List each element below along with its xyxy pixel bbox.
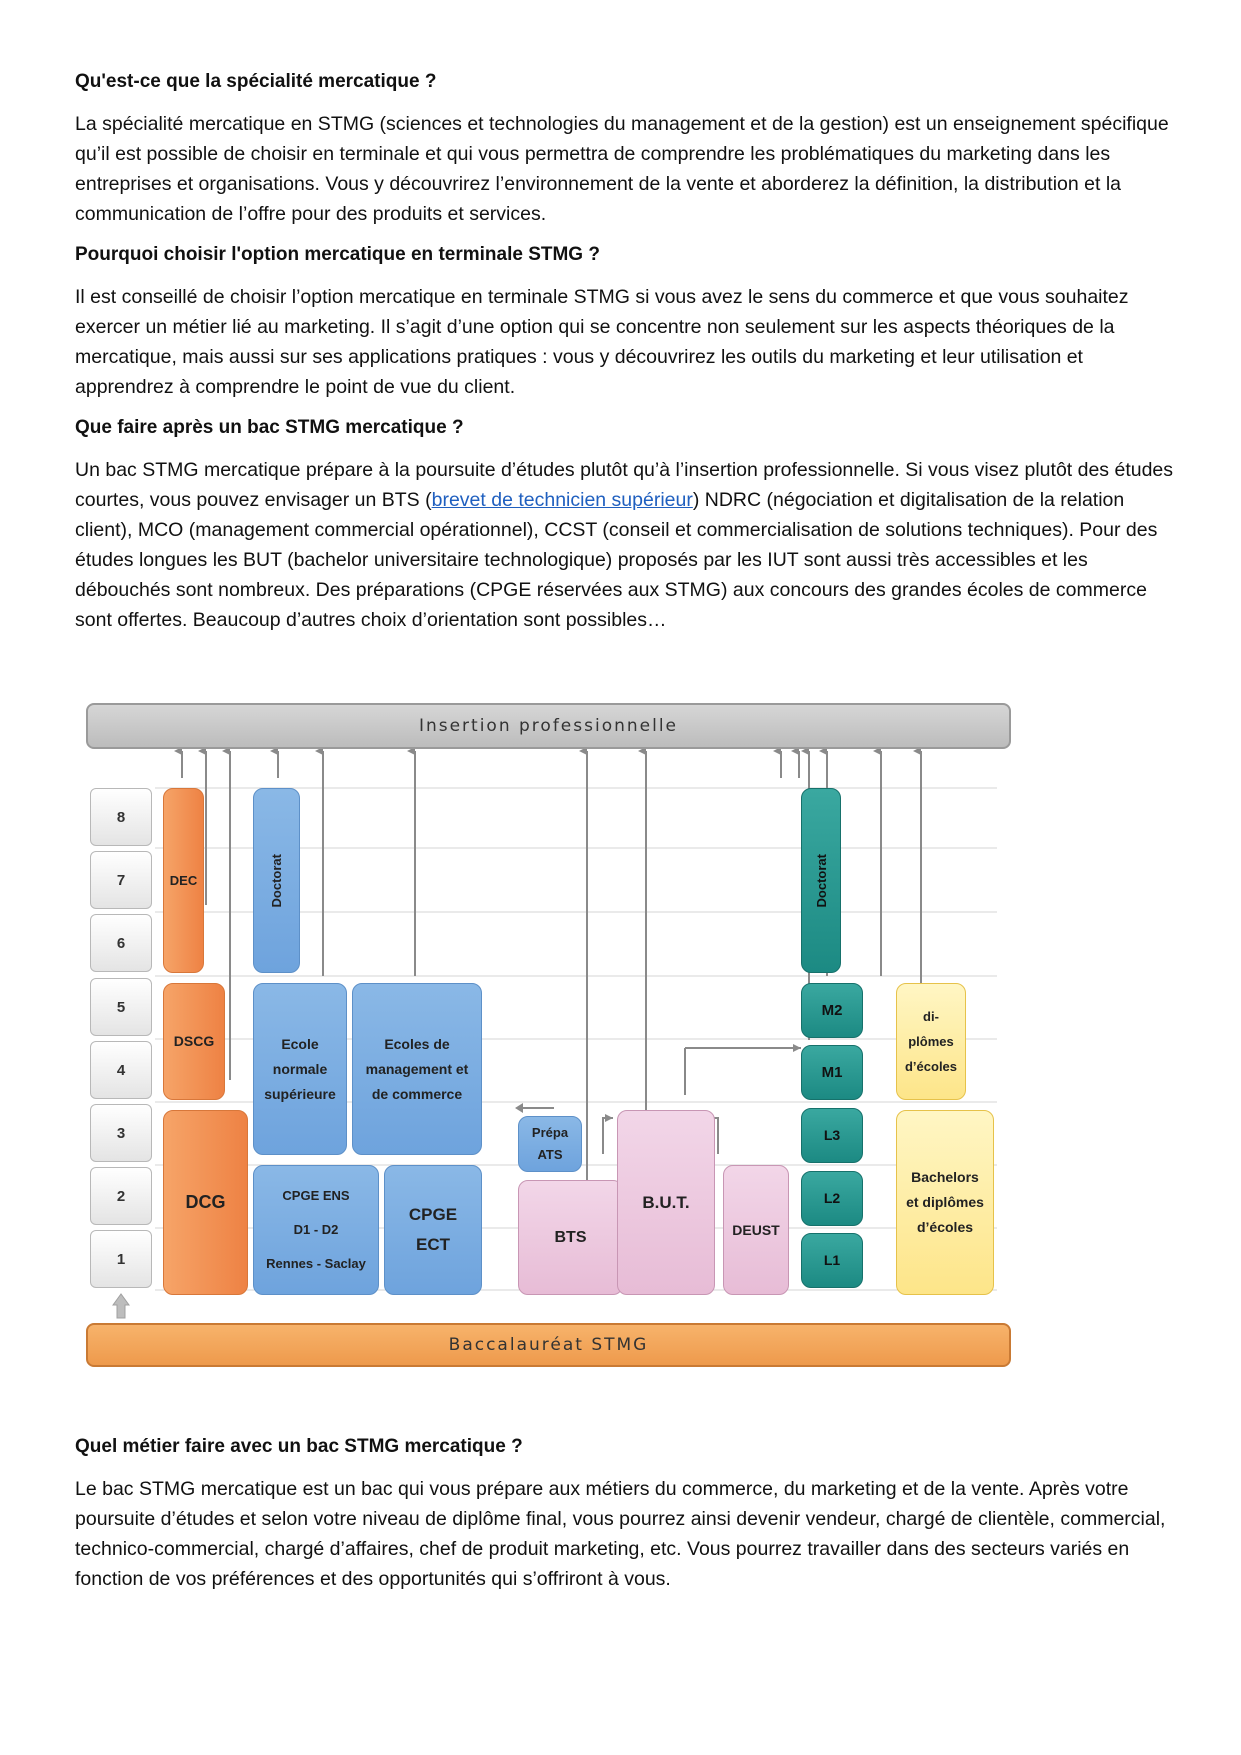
level-3: 3 bbox=[90, 1104, 152, 1162]
but-block: B.U.T. bbox=[617, 1110, 715, 1295]
paragraph-specialite: La spécialité mercatique en STMG (sciences et technologies du management et de la gestion) est un enseignement spécifique qu’il est possible de choisir en terminale et qui vous permettra de comprendre les problématiques du marketing dans les entreprises et organisations. Vous y découvrirez l’environnement de la vente et aborderez la définition, la distribution et la communication de l’offre pour des produits et services. bbox=[75, 113, 1169, 225]
cpge-ens-line1: CPGE ENS bbox=[282, 1188, 350, 1203]
article bbox=[75, 70, 1175, 649]
doctorat-right-block bbox=[801, 788, 841, 973]
l3-block: L3 bbox=[801, 1108, 863, 1163]
doctorat-left-label: Doctorat bbox=[269, 853, 284, 908]
m1-block: M1 bbox=[801, 1045, 863, 1100]
insertion-professionnelle-band: Insertion professionnelle bbox=[86, 703, 1011, 749]
m2-block: M2 bbox=[801, 983, 863, 1038]
deust-block: DEUST bbox=[723, 1165, 789, 1295]
baccalaureat-band: Baccalauréat STMG bbox=[86, 1323, 1011, 1367]
l1-block: L1 bbox=[801, 1233, 863, 1288]
cpge-ens-line2: D1 - D2 bbox=[293, 1222, 339, 1237]
paragraph-metier: Le bac STMG mercatique est un bac qui vous prépare aux métiers du commerce, du marketing et de la vente. Après votre poursuite d’études et selon votre niveau de diplôme final, vous pourrez ainsi devenir vendeur, chargé de clientèle, commercial, technico-commercial, chargé d’affaires, chef de produit marketing, etc. Vous pourrez travailler dans des secteurs variés en fonction de vos préférences et des opportunités qui s’offriront à vous. bbox=[75, 1478, 1166, 1590]
ecoles-commerce-block: Ecoles de management et de commerce bbox=[352, 983, 482, 1155]
dscg-block: DSCG bbox=[163, 983, 225, 1100]
bts-link[interactable]: brevet de technicien supérieur bbox=[431, 489, 693, 511]
level-5: 5 bbox=[90, 978, 152, 1036]
level-8: 8 bbox=[90, 788, 152, 846]
heading-apres-bac: Que faire après un bac STMG mercatique ? bbox=[75, 417, 464, 438]
level-6: 6 bbox=[90, 914, 152, 972]
l2-block: L2 bbox=[801, 1171, 863, 1226]
bachelors-block: Bachelors et diplômes d’écoles bbox=[896, 1110, 994, 1295]
paragraph-pourquoi: Il est conseillé de choisir l’option mercatique en terminale STMG si vous avez le sens du commerce et que vous souhaitez exercer un métier lié au marketing. Il s’agit d’une option qui se concentre non seulement sur les aspects théoriques de la mercatique, mais aussi sur ses applications pratiques : vous y découvrirez les outils du marketing et leur utilisation et apprendrez à comprendre le point de vue du client. bbox=[75, 286, 1129, 398]
prepa-ats-block: Prépa ATS bbox=[518, 1116, 582, 1172]
doctorat-left-block bbox=[253, 788, 300, 973]
cpge-ect-block: CPGE ECT bbox=[384, 1165, 482, 1295]
level-2: 2 bbox=[90, 1167, 152, 1225]
heading-metier: Quel métier faire avec un bac STMG mercatique ? bbox=[75, 1436, 523, 1457]
cpge-ens-line3: Rennes - Saclay bbox=[266, 1256, 366, 1271]
paragraph-apres-bac bbox=[75, 455, 1175, 635]
heading-specialite: Qu'est-ce que la spécialité mercatique ? bbox=[75, 71, 437, 92]
article-bottom bbox=[75, 1435, 1175, 1608]
paragraph-apres-bac-part1: Un bac STMG mercatique prépare à la poursuite d’études plutôt qu’à l’insertion professionnelle. Si vous visez plutôt des études courtes, vous pouvez envisager un BTS ( bbox=[75, 459, 1174, 511]
bts-block: BTS bbox=[518, 1180, 623, 1295]
ens-block: Ecole normale supérieure bbox=[253, 983, 347, 1155]
level-4: 4 bbox=[90, 1041, 152, 1099]
heading-pourquoi: Pourquoi choisir l'option mercatique en terminale STMG ? bbox=[75, 244, 600, 265]
doctorat-right-label: Doctorat bbox=[813, 853, 829, 908]
cpge-ens-block bbox=[253, 1165, 379, 1295]
level-7: 7 bbox=[90, 851, 152, 909]
diplomes-ecoles-block: di-plômes d’écoles bbox=[896, 983, 966, 1100]
paragraph-apres-bac-part2: ) NDRC (négociation et digitalisation de la relation client), MCO (management commercial opérationnel), CCST (conseil et commercialisation de solutions techniques). Pour des études longues les BUT (bachelor universitaire technologique) proposés par les IUT sont aussi très accessibles et les débouchés sont nombreux. Des préparations (CPGE réservées aux STMG) aux concours des grandes écoles de commerce sont offertes. Beaucoup d’autres choix d’orientation sont possibles… bbox=[75, 489, 1158, 631]
level-1: 1 bbox=[90, 1230, 152, 1288]
dcg-block: DCG bbox=[163, 1110, 248, 1295]
orientation-diagram bbox=[85, 700, 1017, 1376]
dec-block: DEC bbox=[163, 788, 204, 973]
